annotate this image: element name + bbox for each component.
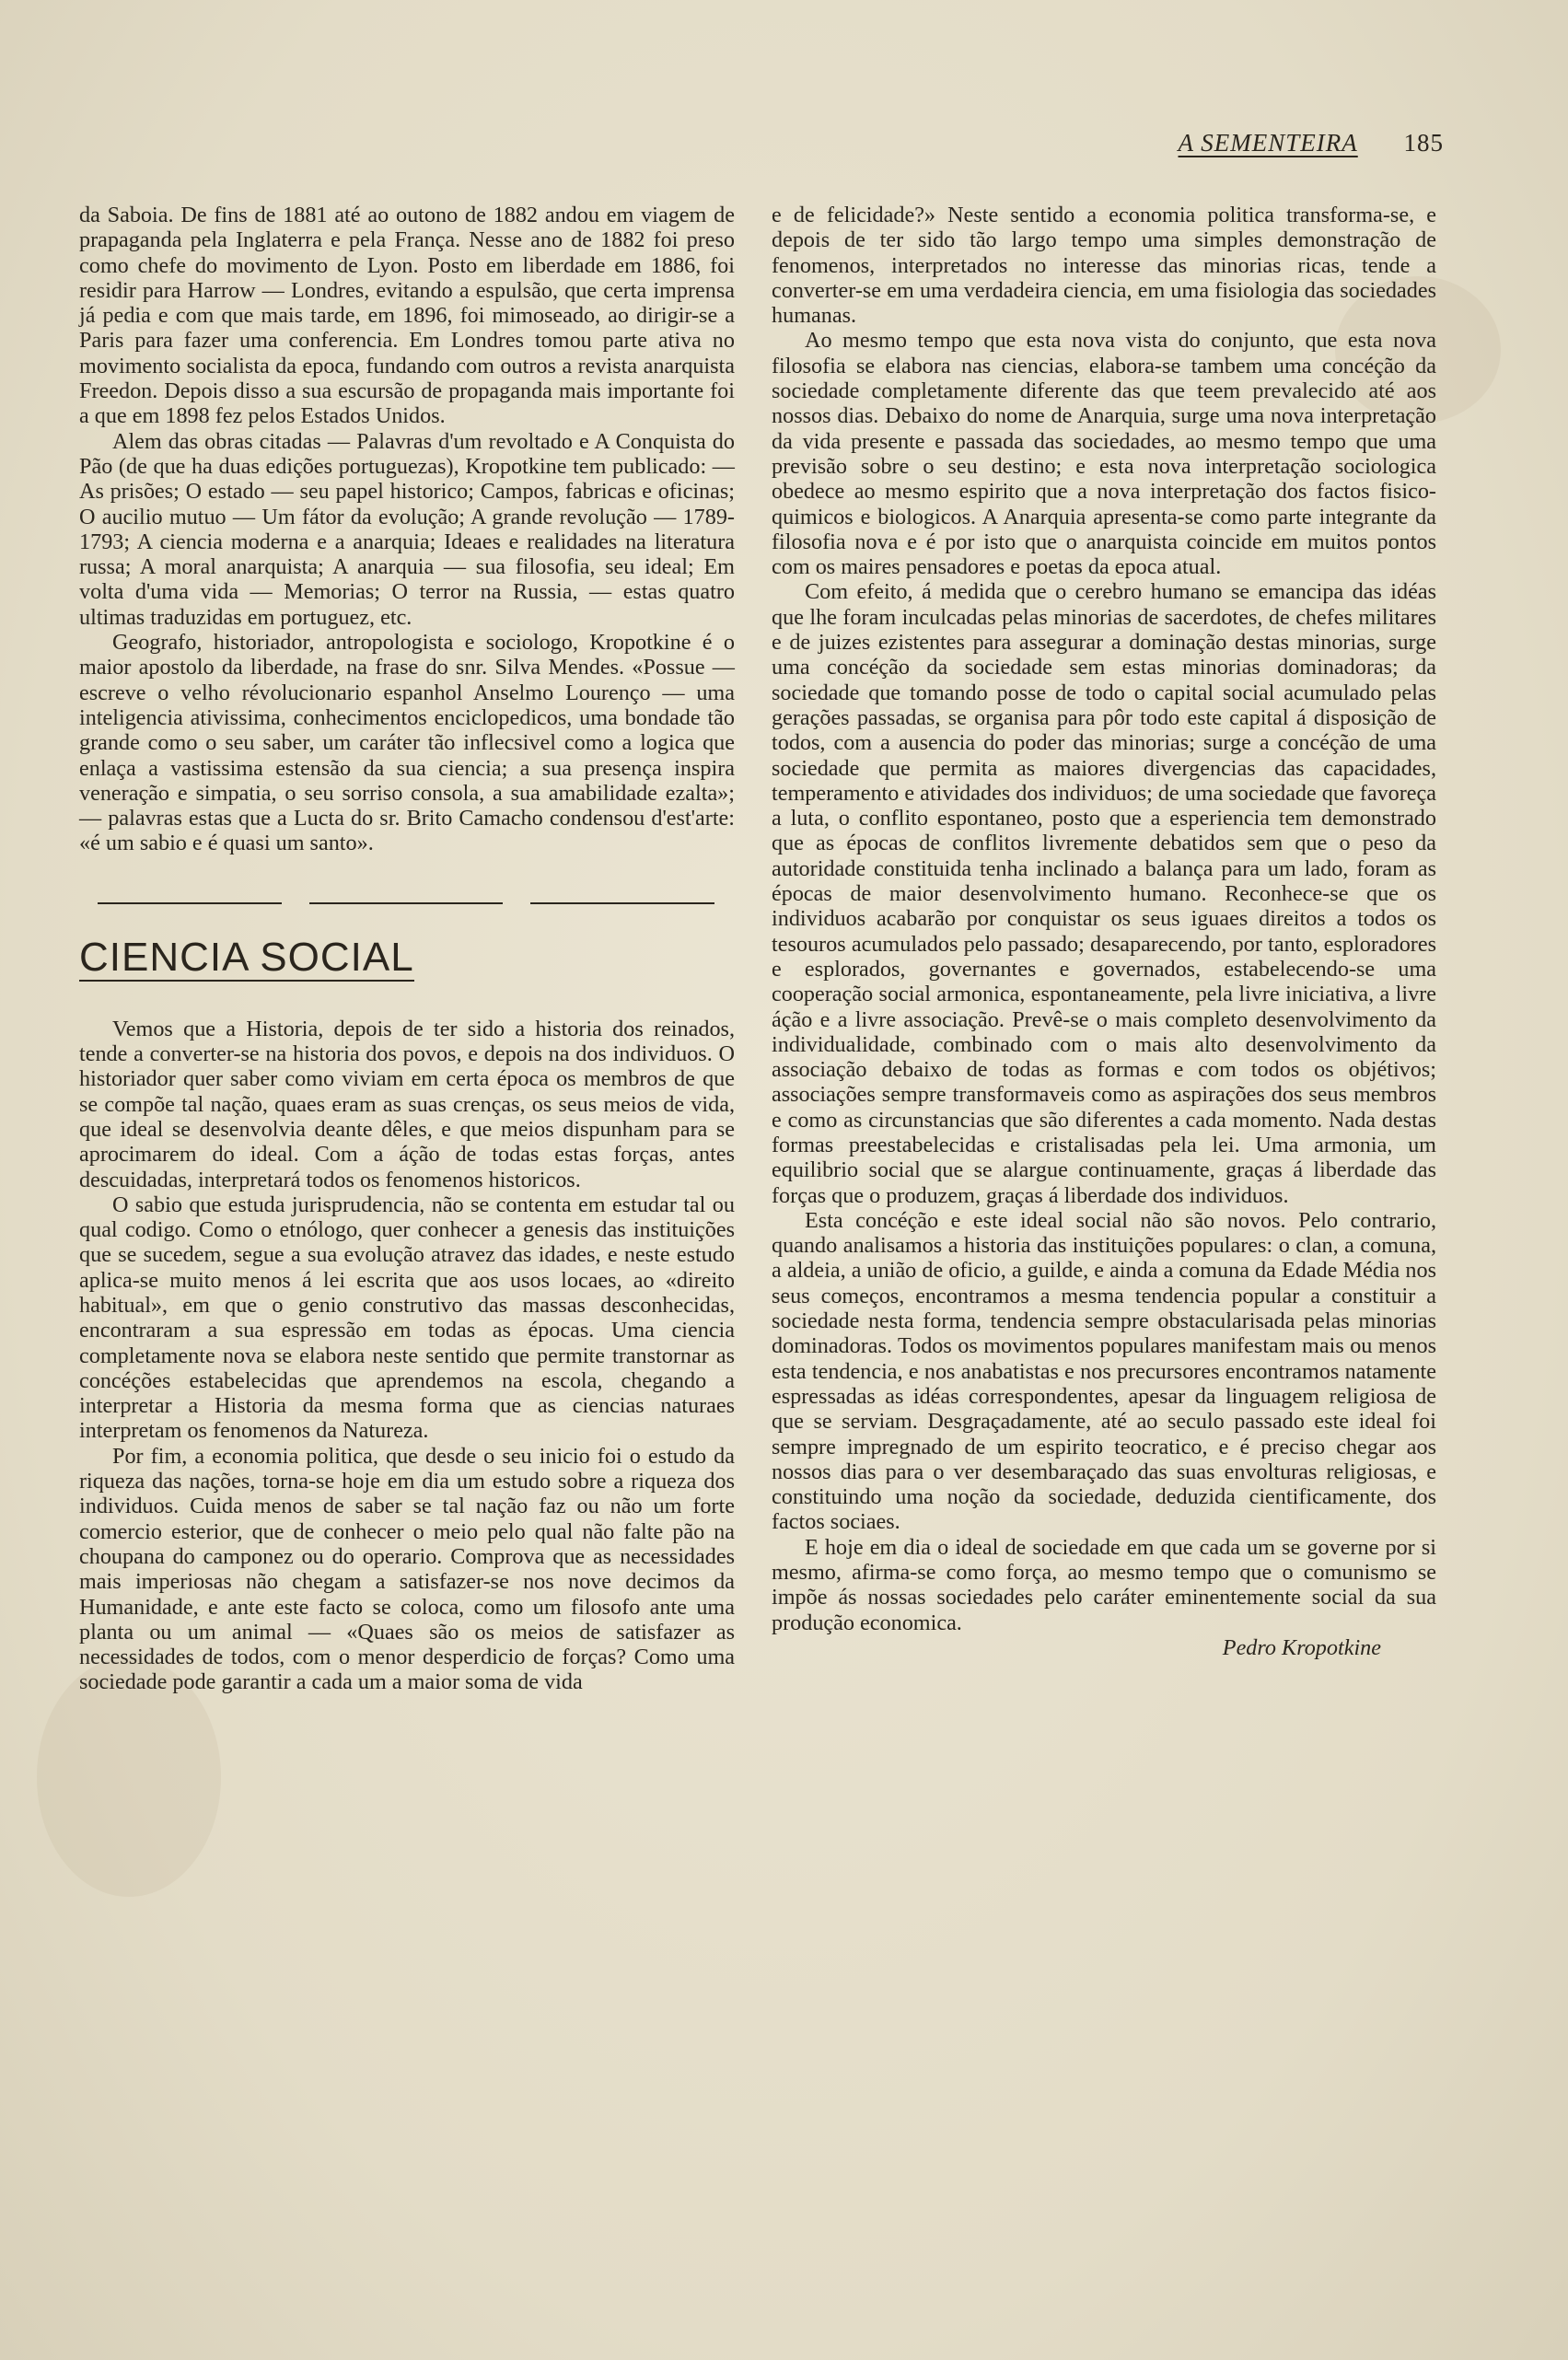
running-header (1179, 129, 1444, 157)
paragraph: Alem das obras citadas — Palavras d'um revoltado e A Conquista do Pão (de que ha duas edições portuguezas), Kropotkine tem publicado: — As prisões; O estado — seu papel historico; Campos, fabricas e oficinas; O aucilio mutuo — Um fátor da evolução; A grande revolução — 1789-1793; A ciencia moderna e a anarquia; Ideaes e realidades na literatura russa; A moral anarquista; A anarquia — sua filosofia, seu ideal; Em volta d'uma vida — Memorias; O terror na Russia, — estas quatro ultimas traduzidas em portuguez, etc. (79, 428, 735, 630)
paragraph: Ao mesmo tempo que esta nova vista do conjunto, que esta nova filosofia se elabora nas ciencias, elabora-se tambem uma concéção da sociedade completamente diferente das que teem prevalecido até aos nossos dias. Debaixo do nome de Anarquia, surge uma nova interpretação da vida presente e passada das sociedades, ao mesmo tempo que uma previsão sobre o seu destino; e esta nova interpretação sociologica obedece ao mesmo espirito que a nova interpretação dos factos fisico-quimicos e biologicos. A Anarquia apresenta-se como parte integrante da filosofia nova e é por isto que o anarquista coincide em muitos pontos com os maires pensadores e poetas da epoca atual. (772, 328, 1436, 580)
paragraph: Esta concéção e este ideal social não são novos. Pelo contrario, quando analisamos a historia das instituições populares: o clan, a comuna, a aldeia, a união de oficio, a guilde, e ainda a comuna da Edade Média nos seus começos, encontramos a mesma tendencia popular a constituir a sociedade nesta forma, tendencia sempre obstacularisada pelas minorias dominadoras. Todos os movimentos populares manifestam mais ou menos esta tendencia, e nos anabatistas e nos precursores encontramos natamente espressadas as idéas correspondentes, apesar da linguagem religiosa de que se serviam. Desgraçadamente, até ao seculo passado este ideal foi sempre impregnado de um espirito teocratico, e é preciso chegar aos nossos dias para o ver desembaraçado das suas envolturas religiosas, e constituindo uma noção da sociedade, deduzida cientificamente, dos factos sociaes. (772, 1207, 1436, 1535)
paragraph: da Saboia. De fins de 1881 até ao outono de 1882 andou em viagem de prapaganda pela Inglaterra e pela França. Nesse ano de 1882 foi preso como chefe do movimento de Lyon. Posto em liberdade em 1886, foi residir para Harrow — Londres, evitando a espulsão, que certa imprensa já pedia e com que mais tarde, em 1896, foi mimoseado, ao dirigir-se a Paris para fazer uma conferencia. Em Londres tomou parte ativa no movimento socialista da epoca, fundando com outros a revista anarquista Freedon. Depois disso a sua escursão de propaganda mais importante foi a que em 1898 fez pelos Estados Unidos. (79, 203, 735, 429)
right-column (772, 203, 1436, 1660)
paragraph: e de felicidade?» Neste sentido a economia politica transforma-se, e depois de ter sido tão largo tempo uma simples demonstração de fenomenos, interpretados no interesse das minorias ricas, tende a converter-se em uma verdadeira ciencia, em uma fisiologia das sociedades humanas. (772, 203, 1436, 329)
section-divider (79, 886, 735, 919)
paragraph: Por fim, a economia politica, que desde o seu inicio foi o estudo da riqueza das nações, torna-se hoje em dia um estudo sobre a riqueza dos individuos. Cuida menos de saber se tal nação faz ou não um forte comercio esterior, que de conhecer o meio pelo qual não falte pão na choupana do camponez ou do operario. Comprova que as necessidades mais imperiosas não chegam a satisfazer-se nos nove decimos da Humanidade, e ante este facto se coloca, como um filosofo ante uma planta ou um animal — «Quaes são os meios de satisfazer as necessidades de todos, com o menor desperdicio de forças? Como uma sociedade pode garantir a cada um a maior soma de vida (79, 1443, 735, 1695)
paragraph: Com efeito, á medida que o cerebro humano se emancipa das idéas que lhe foram inculcadas pelas minorias de sacerdotes, de chefes militares e de juizes ezistentes para assegurar a dominação destas minorias, surge uma concéção da sociedade sem estas minorias dominadoras; da sociedade que tomando posse de todo o capital social acumulado pelas gerações passadas, se organisa para pôr todo este capital á disposição de todos, com a ausencia do poder das minorias; surge a concéção de uma sociedade que permita as maiores divergencias das capacidades, temperamento e atividades dos individuos; de uma sociedade que favoreça a luta, o conflito espontaneo, posto que a esperiencia tem demonstrado que as épocas de conflitos livremente debatidos sem que o peso da autoridade constituida tenha inclinado a balança para um lado, foram as épocas de maior desenvolvimento humano. Reconhece-se que os individuos acabarão por conquistar os seus iguaes direitos a todos os tesouros acumulados pelo passado; desaparecendo, por tanto, esploradores e esplorados, governantes e governados, estabelecendo-se uma cooperação social armonica, espontaneamente, pela livre iniciativa, a livre áção e a livre associação. Prevê-se o mais completo desenvolvimento da individualidade, combinado com o mais alto desenvolvimento da associação debaixo de todas as formas e com todos os objétivos; associações sempre transformaveis como as aspirações dos seus membros e como as circunstancias que são diferentes a cada momento. Nada destas formas preestabelecidas e cristalisadas pela lei. Uma armonia, um equilibrio social que se alargue continuamente, graças á liberdade das forças que o produzem, graças á liberdade dos individuos. (772, 579, 1437, 1208)
left-column (79, 203, 735, 1695)
author-signature: Pedro Kropotkine (1222, 1634, 1381, 1660)
section-title: CIENCIA SOCIAL (79, 934, 414, 980)
paragraph: O sabio que estuda jurisprudencia, não se contenta em estudar tal ou qual codigo. Como o etnólogo, quer conhecer a genesis das instituições que se sucedem, segue a sua evolução atravez das idades, e neste estudo aplica-se muito menos á lei escrita que aos usos locaes, ao «direito habitual», em que o genio construtivo das massas desconhecidas, encontraram a sua espressão em todas as épocas. Uma ciencia completamente nova se elabora neste sentido que permite transtornar as concéções estabelecidas que aprendemos na escola, chegando a interpretar a Historia da mesma forma que as ciencias naturaes interpretam os fenomenos da Natureza. (79, 1192, 735, 1444)
journal-title: A SEMENTEIRA (1178, 129, 1358, 157)
paragraph: Vemos que a Historia, depois de ter sido a historia dos reinados, tende a converter-se na historia dos povos, e depois na dos individuos. O historiador quer saber como viviam em certa época os membros de que se compõe tal nação, quaes eram as suas crenças, os seus meios de vida, que ideal se desenvolvia deante dêles, e que meios dispunham para se aprocimarem do ideal. Com a áção de todas estas forças, antes descuidadas, interpretará todos os fenomenos historicos. (79, 1016, 735, 1192)
page-number: 185 (1403, 129, 1444, 157)
paragraph: Geografo, historiador, antropologista e sociologo, Kropotkine é o maior apostolo da liberdade, na frase do snr. Silva Mendes. «Possue — escreve o velho révolucionario espanhol Anselmo Lourenço — uma inteligencia ativissima, conhecimentos enciclopedicos, uma bondade tão grande como o seu saber, um caráter tão inflecsivel como a logica que enlaça a vastissima estensão da sua ciencia; a sua presença inspira veneração e simpatia, o seu sorriso consola, a sua amabilidade ezalta»; — palavras estas que a Lucta do sr. Brito Camacho condensou d'est'arte: «é um sabio e é quasi um santo». (79, 630, 735, 856)
paragraph: E hoje em dia o ideal de sociedade em que cada um se governe por si mesmo, afirma-se como força, ao mesmo tempo que o comunismo se impõe ás nossas sociedades pelo caráter eminentemente social da sua produção economica. (772, 1534, 1436, 1635)
